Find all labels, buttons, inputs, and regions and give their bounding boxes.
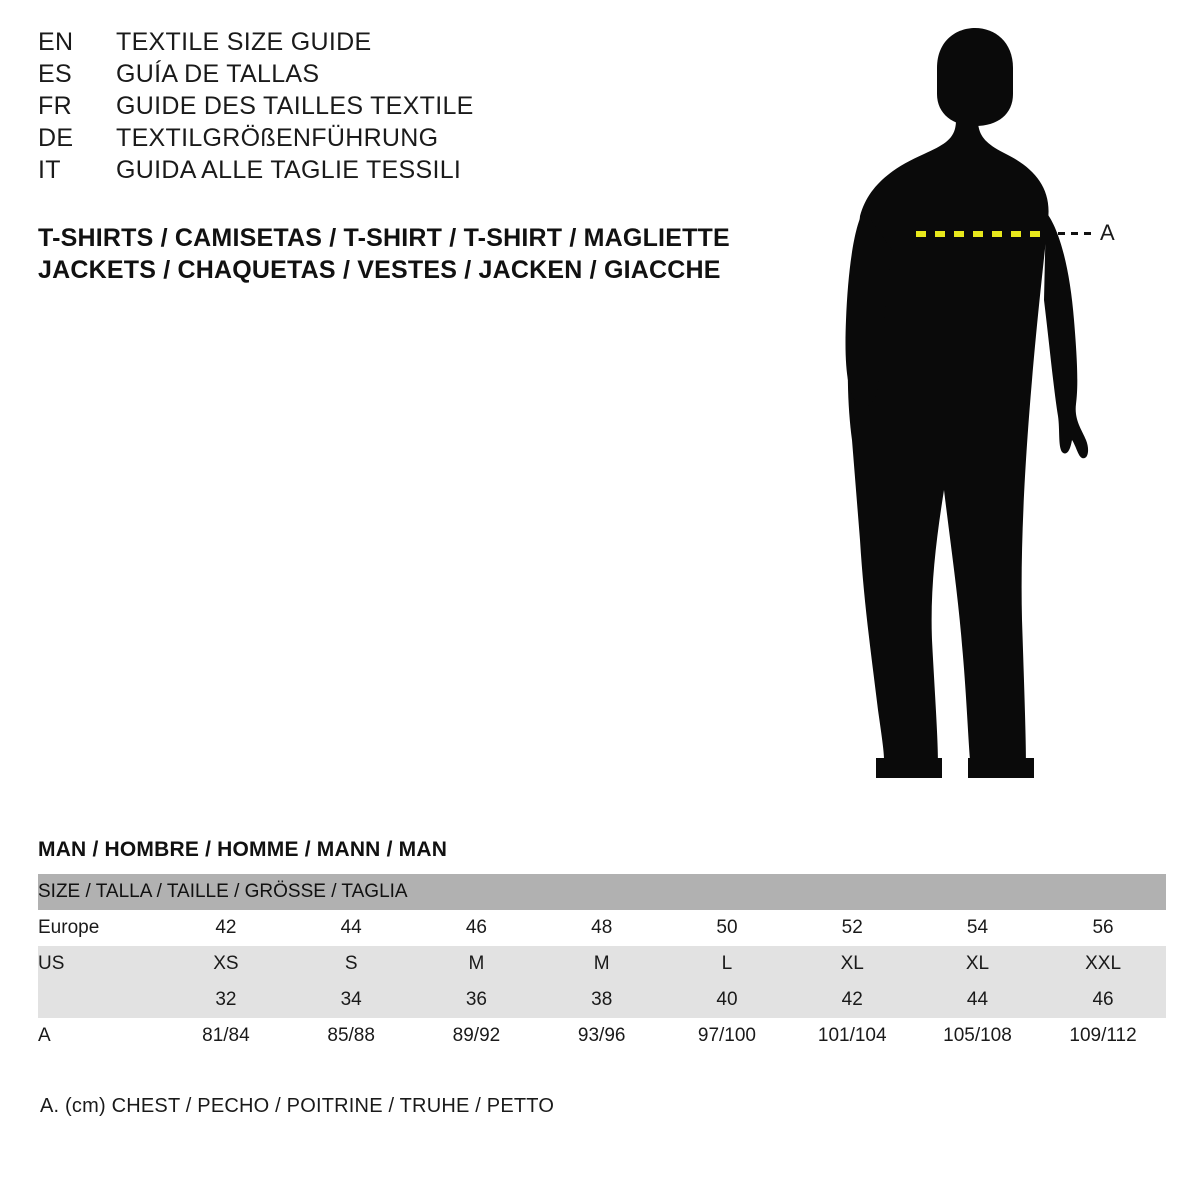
language-title: GUÍA DE TALLAS (116, 60, 320, 88)
table-heading-man: MAN / HOMBRE / HOMME / MANN / MAN (38, 838, 448, 861)
cell-value: 48 (539, 910, 664, 946)
cell-value: 46 (1040, 982, 1166, 1018)
language-code: EN (38, 28, 74, 56)
body-silhouette-figure (820, 20, 1180, 800)
category-jackets: JACKETS / CHAQUETAS / VESTES / JACKEN / GIACCHE (38, 256, 721, 284)
table-row (38, 910, 1166, 946)
language-title: TEXTILGRÖßENFÜHRUNG (116, 124, 439, 152)
cell-value: M (539, 946, 664, 982)
row-label-a: A (38, 1018, 163, 1054)
language-code: FR (38, 92, 72, 120)
language-row (38, 126, 738, 151)
language-title: GUIDA ALLE TAGLIE TESSILI (116, 156, 462, 184)
cell-value: XL (915, 946, 1040, 982)
cell-value: 52 (790, 910, 915, 946)
cell-value: S (289, 946, 414, 982)
cell-value: 97/100 (664, 1018, 789, 1054)
measure-label-a: A (1100, 220, 1116, 245)
cell-value: 101/104 (790, 1018, 915, 1054)
language-code: ES (38, 60, 72, 88)
cell-value: 32 (163, 982, 288, 1018)
language-row (38, 30, 738, 55)
category-tshirts: T-SHIRTS / CAMISETAS / T-SHIRT / T-SHIRT / MAGLIETTE (38, 224, 730, 252)
cell-value: XL (790, 946, 915, 982)
cell-value: 89/92 (414, 1018, 539, 1054)
cell-value: 50 (664, 910, 789, 946)
cell-value: M (414, 946, 539, 982)
cell-value: 40 (664, 982, 789, 1018)
cell-value: 36 (414, 982, 539, 1018)
cell-value: 85/88 (289, 1018, 414, 1054)
language-guide-list (38, 30, 738, 190)
cell-value: 54 (915, 910, 1040, 946)
cell-value: 81/84 (163, 1018, 288, 1054)
language-row (38, 62, 738, 87)
measure-leader-line (1058, 232, 1092, 235)
cell-value: 42 (163, 910, 288, 946)
silhouette-icon (820, 20, 1180, 800)
table-row (38, 982, 1166, 1018)
cell-value: XS (163, 946, 288, 982)
cell-value: 44 (289, 910, 414, 946)
cell-value: 109/112 (1040, 1018, 1166, 1054)
cell-value: XXL (1040, 946, 1166, 982)
cell-value: 46 (414, 910, 539, 946)
cell-value: 105/108 (915, 1018, 1040, 1054)
language-title: TEXTILE SIZE GUIDE (116, 28, 372, 56)
language-row (38, 94, 738, 119)
table-header-row (38, 874, 1166, 910)
size-table-section (38, 838, 1166, 1054)
row-label-blank (38, 982, 163, 1018)
row-label-us: US (38, 946, 163, 982)
language-code: DE (38, 124, 74, 152)
cell-value: 38 (539, 982, 664, 1018)
cell-value: 93/96 (539, 1018, 664, 1054)
table-row (38, 1018, 1166, 1054)
size-table (38, 874, 1166, 1054)
garment-category-list (38, 222, 730, 286)
table-row (38, 946, 1166, 982)
cell-value: 34 (289, 982, 414, 1018)
language-title: GUIDE DES TAILLES TEXTILE (116, 92, 474, 120)
cell-value: 42 (790, 982, 915, 1018)
table-header-label: SIZE / TALLA / TAILLE / GRÖSSE / TAGLIA (38, 874, 1166, 910)
language-row (38, 158, 738, 183)
cell-value: L (664, 946, 789, 982)
footnote-chest-measure: A. (cm) CHEST / PECHO / POITRINE / TRUHE / PETTO (40, 1095, 555, 1117)
cell-value: 44 (915, 982, 1040, 1018)
language-code: IT (38, 156, 61, 184)
cell-value: 56 (1040, 910, 1166, 946)
row-label-europe: Europe (38, 910, 163, 946)
